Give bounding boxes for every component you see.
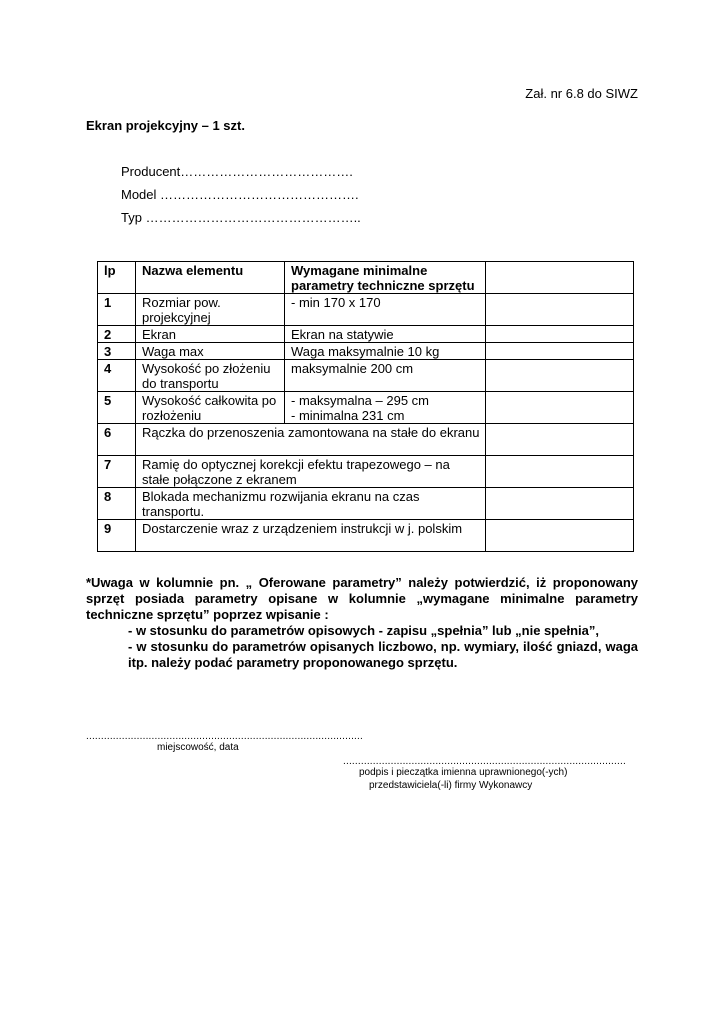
header-required: Wymagane minimalne parametry techniczne sprzętu	[285, 262, 486, 294]
header-lp: lp	[98, 262, 136, 294]
row-lp: 6	[98, 424, 136, 456]
row-name: Ekran	[136, 326, 285, 343]
row-lp: 5	[98, 392, 136, 424]
row-lp: 8	[98, 488, 136, 520]
signature-line: ...............................................................................................	[343, 756, 626, 767]
row-offered-cell	[486, 343, 634, 360]
producer-field: Producent………………………………….	[121, 164, 353, 179]
table-row	[98, 424, 634, 456]
place-date-label: miejscowość, data	[157, 742, 239, 753]
type-field: Typ …………………………………………..	[121, 210, 361, 225]
table-row	[98, 392, 634, 424]
row-required: Ekran na statywie	[285, 326, 486, 343]
row-name: Rozmiar pow. projekcyjnej	[136, 294, 285, 326]
table-row	[98, 488, 634, 520]
row-offered-cell	[486, 294, 634, 326]
row-required-line: - minimalna 231 cm	[291, 408, 405, 423]
signature-label-line2: przedstawiciela(-li) firmy Wykonawcy	[369, 780, 533, 791]
note-bullet-descriptive: - w stosunku do parametrów opisowych - zapisu „spełnia” lub „nie spełnia”,	[128, 623, 599, 638]
row-name: Wysokość całkowita po rozłożeniu	[136, 392, 285, 424]
row-offered-cell	[486, 424, 634, 456]
note-block	[86, 575, 638, 671]
row-offered-cell	[486, 360, 634, 392]
table-header-row	[98, 262, 634, 294]
row-required-line: - maksymalna – 295 cm	[291, 393, 429, 408]
note-main: *Uwaga w kolumnie pn. „ Oferowane parametry” należy potwierdzić, iż proponowany sprzęt posiada parametry opisane w kolumnie „wymagane minimalne parametry techniczne sprzętu” poprzez wpisanie :	[86, 575, 638, 622]
row-name: Wysokość po złożeniu do transportu	[136, 360, 285, 392]
row-text: Dostarczenie wraz z urządzeniem instrukcji w j. polskim	[136, 520, 486, 552]
row-required: Waga maksymalnie 10 kg	[285, 343, 486, 360]
row-offered-cell	[486, 456, 634, 488]
row-lp: 1	[98, 294, 136, 326]
row-text: Rączka do przenoszenia zamontowana na stałe do ekranu	[136, 424, 486, 456]
document-title: Ekran projekcyjny – 1 szt.	[86, 118, 245, 133]
table-row	[98, 520, 634, 552]
place-date-line: .............................................................................................	[86, 731, 363, 742]
table-row	[98, 343, 634, 360]
table-row	[98, 360, 634, 392]
row-text: Ramię do optycznej korekcji efektu trapezowego – na stałe połączone z ekranem	[136, 456, 486, 488]
row-lp: 3	[98, 343, 136, 360]
row-offered-cell	[486, 488, 634, 520]
model-field: Model ……………………………………….	[121, 187, 359, 202]
row-name: Waga max	[136, 343, 285, 360]
row-lp: 9	[98, 520, 136, 552]
header-name: Nazwa elementu	[136, 262, 285, 294]
row-lp: 4	[98, 360, 136, 392]
row-offered-cell	[486, 392, 634, 424]
header-offered	[486, 262, 634, 294]
row-offered-cell	[486, 520, 634, 552]
table-row	[98, 456, 634, 488]
table-row	[98, 326, 634, 343]
annex-label: Zał. nr 6.8 do SIWZ	[525, 86, 638, 101]
row-text: Blokada mechanizmu rozwijania ekranu na czas transportu.	[136, 488, 486, 520]
signature-label-line1: podpis i pieczątka imienna uprawnionego(-ych)	[359, 767, 568, 778]
table-row	[98, 294, 634, 326]
row-offered-cell	[486, 326, 634, 343]
row-lp: 7	[98, 456, 136, 488]
row-required	[285, 392, 486, 424]
row-required: - min 170 x 170	[285, 294, 486, 326]
row-required: maksymalnie 200 cm	[285, 360, 486, 392]
row-lp: 2	[98, 326, 136, 343]
note-bullet-numeric: - w stosunku do parametrów opisanych liczbowo, np. wymiary, ilość gniazd, waga itp. należy podać parametry proponowanego sprzętu.	[128, 639, 638, 670]
specification-table	[97, 261, 634, 552]
